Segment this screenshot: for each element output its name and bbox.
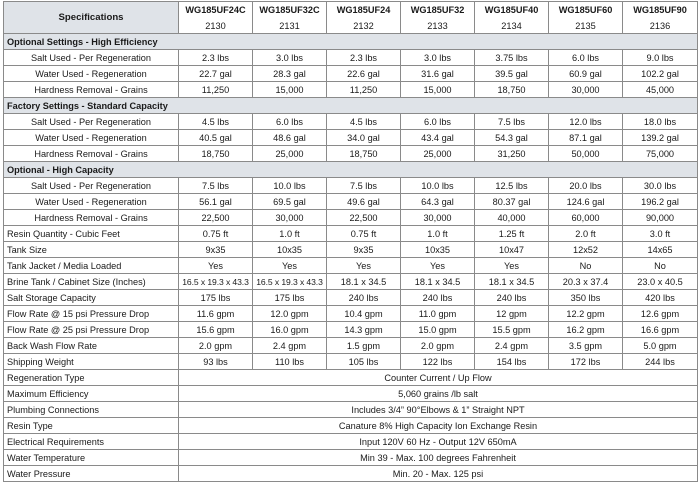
spec-row: [4, 194, 698, 210]
value-cell: 54.3 gal: [475, 130, 549, 146]
value-cell: 40,000: [475, 210, 549, 226]
value-cell: 110 lbs: [253, 354, 327, 370]
model-number: 2133: [401, 19, 475, 34]
value-cell: 15,000: [253, 82, 327, 98]
model-number: 2131: [253, 19, 327, 34]
shared-value-cell: Canature 8% High Capacity Ion Exchange Resin: [179, 418, 698, 434]
value-cell: 196.2 gal: [623, 194, 698, 210]
spec-row: [4, 226, 698, 242]
value-cell: 11.6 gpm: [179, 306, 253, 322]
row-label: Water Used - Regeneration: [4, 66, 179, 82]
common-spec-row: [4, 402, 698, 418]
value-cell: 175 lbs: [179, 290, 253, 306]
value-cell: 10.0 lbs: [253, 178, 327, 194]
value-cell: 30,000: [549, 82, 623, 98]
value-cell: 22.6 gal: [327, 66, 401, 82]
value-cell: 0.75 ft: [327, 226, 401, 242]
row-label: Flow Rate @ 15 psi Pressure Drop: [4, 306, 179, 322]
value-cell: 18.0 lbs: [623, 114, 698, 130]
value-cell: 18,750: [475, 82, 549, 98]
value-cell: 60.9 gal: [549, 66, 623, 82]
value-cell: 9.0 lbs: [623, 50, 698, 66]
common-spec-row: [4, 434, 698, 450]
section-header-row: [4, 98, 698, 114]
value-cell: 2.4 gpm: [475, 338, 549, 354]
value-cell: 12 gpm: [475, 306, 549, 322]
row-label: Hardness Removal - Grains: [4, 146, 179, 162]
section-header-row: [4, 34, 698, 50]
value-cell: 31.6 gal: [401, 66, 475, 82]
row-label: Flow Rate @ 25 psi Pressure Drop: [4, 322, 179, 338]
value-cell: 40.5 gal: [179, 130, 253, 146]
value-cell: Yes: [401, 258, 475, 274]
value-cell: 64.3 gal: [401, 194, 475, 210]
spec-row: [4, 338, 698, 354]
spec-table-body: [4, 34, 698, 482]
value-cell: 15.0 gpm: [401, 322, 475, 338]
value-cell: 3.0 lbs: [401, 50, 475, 66]
value-cell: 2.0 ft: [549, 226, 623, 242]
value-cell: 172 lbs: [549, 354, 623, 370]
value-cell: 3.5 gpm: [549, 338, 623, 354]
value-cell: 18,750: [327, 146, 401, 162]
row-label: Hardness Removal - Grains: [4, 82, 179, 98]
row-label: Hardness Removal - Grains: [4, 210, 179, 226]
value-cell: 93 lbs: [179, 354, 253, 370]
value-cell: 43.4 gal: [401, 130, 475, 146]
value-cell: 16.6 gpm: [623, 322, 698, 338]
value-cell: 244 lbs: [623, 354, 698, 370]
spec-row: [4, 66, 698, 82]
value-cell: 240 lbs: [401, 290, 475, 306]
value-cell: 102.2 gal: [623, 66, 698, 82]
value-cell: 28.3 gal: [253, 66, 327, 82]
value-cell: No: [549, 258, 623, 274]
value-cell: 1.25 ft: [475, 226, 549, 242]
spec-row: [4, 242, 698, 258]
model-name: WG185UF40: [475, 2, 549, 19]
value-cell: 90,000: [623, 210, 698, 226]
value-cell: 87.1 gal: [549, 130, 623, 146]
value-cell: 15,000: [401, 82, 475, 98]
value-cell: 420 lbs: [623, 290, 698, 306]
value-cell: 16.5 x 19.3 x 43.3: [253, 274, 327, 290]
shared-value-cell: Min. 20 - Max. 125 psi: [179, 466, 698, 482]
value-cell: 3.75 lbs: [475, 50, 549, 66]
spec-row: [4, 114, 698, 130]
value-cell: 6.0 lbs: [549, 50, 623, 66]
spec-row: [4, 258, 698, 274]
value-cell: 105 lbs: [327, 354, 401, 370]
value-cell: 25,000: [253, 146, 327, 162]
value-cell: 23.0 x 40.5: [623, 274, 698, 290]
shared-value-cell: Input 120V 60 Hz - Output 12V 650mA: [179, 434, 698, 450]
value-cell: 12.2 gpm: [549, 306, 623, 322]
row-label: Regeneration Type: [4, 370, 179, 386]
spec-row: [4, 322, 698, 338]
row-label: Resin Type: [4, 418, 179, 434]
spec-row: [4, 210, 698, 226]
value-cell: Yes: [327, 258, 401, 274]
value-cell: 0.75 ft: [179, 226, 253, 242]
row-label: Salt Used - Per Regeneration: [4, 178, 179, 194]
row-label: Maximum Efficiency: [4, 386, 179, 402]
value-cell: 14.3 gpm: [327, 322, 401, 338]
spec-row: [4, 306, 698, 322]
row-label: Water Temperature: [4, 450, 179, 466]
value-cell: 30,000: [401, 210, 475, 226]
spec-row: [4, 50, 698, 66]
value-cell: 39.5 gal: [475, 66, 549, 82]
value-cell: 75,000: [623, 146, 698, 162]
value-cell: 18.1 x 34.5: [401, 274, 475, 290]
section-header-row: [4, 162, 698, 178]
value-cell: 4.5 lbs: [179, 114, 253, 130]
common-spec-row: [4, 370, 698, 386]
value-cell: 20.3 x 37.4: [549, 274, 623, 290]
spec-row: [4, 290, 698, 306]
value-cell: 10x47: [475, 242, 549, 258]
value-cell: 10.4 gpm: [327, 306, 401, 322]
value-cell: 20.0 lbs: [549, 178, 623, 194]
value-cell: Yes: [179, 258, 253, 274]
value-cell: 30,000: [253, 210, 327, 226]
value-cell: 2.4 gpm: [253, 338, 327, 354]
value-cell: 175 lbs: [253, 290, 327, 306]
value-cell: 31,250: [475, 146, 549, 162]
value-cell: 30.0 lbs: [623, 178, 698, 194]
section-title: Optional Settings - High Efficiency: [4, 34, 698, 50]
model-name: WG185UF32C: [253, 2, 327, 19]
value-cell: 45,000: [623, 82, 698, 98]
shared-value-cell: Counter Current / Up Flow: [179, 370, 698, 386]
shared-value-cell: 5,060 grains /lb salt: [179, 386, 698, 402]
value-cell: 50,000: [549, 146, 623, 162]
value-cell: 1.0 ft: [401, 226, 475, 242]
section-title: Factory Settings - Standard Capacity: [4, 98, 698, 114]
model-name: WG185UF24: [327, 2, 401, 19]
value-cell: 11.0 gpm: [401, 306, 475, 322]
model-name: WG185UF32: [401, 2, 475, 19]
row-label: Salt Used - Per Regeneration: [4, 50, 179, 66]
value-cell: 56.1 gal: [179, 194, 253, 210]
model-name: WG185UF24C: [179, 2, 253, 19]
model-number: 2130: [179, 19, 253, 34]
value-cell: 48.6 gal: [253, 130, 327, 146]
value-cell: 240 lbs: [327, 290, 401, 306]
row-label: Tank Jacket / Media Loaded: [4, 258, 179, 274]
common-spec-row: [4, 466, 698, 482]
value-cell: 22,500: [179, 210, 253, 226]
value-cell: 124.6 gal: [549, 194, 623, 210]
value-cell: 18.1 x 34.5: [475, 274, 549, 290]
value-cell: 1.5 gpm: [327, 338, 401, 354]
value-cell: 80.37 gal: [475, 194, 549, 210]
value-cell: 34.0 gal: [327, 130, 401, 146]
value-cell: 6.0 lbs: [401, 114, 475, 130]
model-number: 2135: [549, 19, 623, 34]
value-cell: 5.0 gpm: [623, 338, 698, 354]
value-cell: 7.5 lbs: [475, 114, 549, 130]
spec-table: [3, 1, 698, 482]
value-cell: 11,250: [327, 82, 401, 98]
row-label: Back Wash Flow Rate: [4, 338, 179, 354]
model-number: 2132: [327, 19, 401, 34]
model-header-row: [4, 2, 698, 19]
model-name: WG185UF60: [549, 2, 623, 19]
value-cell: 25,000: [401, 146, 475, 162]
row-label: Shipping Weight: [4, 354, 179, 370]
spec-row: [4, 178, 698, 194]
value-cell: 10.0 lbs: [401, 178, 475, 194]
shared-value-cell: Min 39 - Max. 100 degrees Fahrenheit: [179, 450, 698, 466]
common-spec-row: [4, 386, 698, 402]
value-cell: 22,500: [327, 210, 401, 226]
value-cell: No: [623, 258, 698, 274]
section-title: Optional - High Capacity: [4, 162, 698, 178]
value-cell: 1.0 ft: [253, 226, 327, 242]
value-cell: 15.6 gpm: [179, 322, 253, 338]
value-cell: 6.0 lbs: [253, 114, 327, 130]
value-cell: 69.5 gal: [253, 194, 327, 210]
value-cell: 7.5 lbs: [327, 178, 401, 194]
spec-row: [4, 82, 698, 98]
value-cell: 4.5 lbs: [327, 114, 401, 130]
value-cell: 15.5 gpm: [475, 322, 549, 338]
value-cell: 7.5 lbs: [179, 178, 253, 194]
value-cell: 14x65: [623, 242, 698, 258]
value-cell: 122 lbs: [401, 354, 475, 370]
row-label: Water Pressure: [4, 466, 179, 482]
value-cell: 12.0 gpm: [253, 306, 327, 322]
value-cell: 18.1 x 34.5: [327, 274, 401, 290]
row-label: Plumbing Connections: [4, 402, 179, 418]
model-name: WG185UF90: [623, 2, 698, 19]
value-cell: 2.3 lbs: [179, 50, 253, 66]
row-label: Tank Size: [4, 242, 179, 258]
spec-row: [4, 146, 698, 162]
row-label: Water Used - Regeneration: [4, 194, 179, 210]
value-cell: 22.7 gal: [179, 66, 253, 82]
row-label: Resin Quantity - Cubic Feet: [4, 226, 179, 242]
value-cell: 60,000: [549, 210, 623, 226]
spec-row: [4, 354, 698, 370]
value-cell: Yes: [253, 258, 327, 274]
model-number: 2134: [475, 19, 549, 34]
value-cell: 3.0 ft: [623, 226, 698, 242]
value-cell: 2.0 gpm: [401, 338, 475, 354]
value-cell: 11,250: [179, 82, 253, 98]
value-cell: Yes: [475, 258, 549, 274]
value-cell: 240 lbs: [475, 290, 549, 306]
specifications-header: Specifications: [4, 2, 179, 34]
value-cell: 16.5 x 19.3 x 43.3: [179, 274, 253, 290]
row-label: Brine Tank / Cabinet Size (Inches): [4, 274, 179, 290]
value-cell: 2.3 lbs: [327, 50, 401, 66]
value-cell: 9x35: [327, 242, 401, 258]
row-label: Salt Storage Capacity: [4, 290, 179, 306]
value-cell: 350 lbs: [549, 290, 623, 306]
spec-row: [4, 274, 698, 290]
row-label: Electrical Requirements: [4, 434, 179, 450]
row-label: Salt Used - Per Regeneration: [4, 114, 179, 130]
value-cell: 2.0 gpm: [179, 338, 253, 354]
shared-value-cell: Includes 3/4” 90°Elbows & 1” Straight NPT: [179, 402, 698, 418]
model-number: 2136: [623, 19, 698, 34]
value-cell: 18,750: [179, 146, 253, 162]
value-cell: 154 lbs: [475, 354, 549, 370]
value-cell: 12.5 lbs: [475, 178, 549, 194]
spec-row: [4, 130, 698, 146]
value-cell: 10x35: [253, 242, 327, 258]
value-cell: 10x35: [401, 242, 475, 258]
value-cell: 3.0 lbs: [253, 50, 327, 66]
value-cell: 12.0 lbs: [549, 114, 623, 130]
value-cell: 12.6 gpm: [623, 306, 698, 322]
common-spec-row: [4, 418, 698, 434]
row-label: Water Used - Regeneration: [4, 130, 179, 146]
value-cell: 16.2 gpm: [549, 322, 623, 338]
value-cell: 49.6 gal: [327, 194, 401, 210]
value-cell: 16.0 gpm: [253, 322, 327, 338]
value-cell: 139.2 gal: [623, 130, 698, 146]
common-spec-row: [4, 450, 698, 466]
value-cell: 9x35: [179, 242, 253, 258]
value-cell: 12x52: [549, 242, 623, 258]
